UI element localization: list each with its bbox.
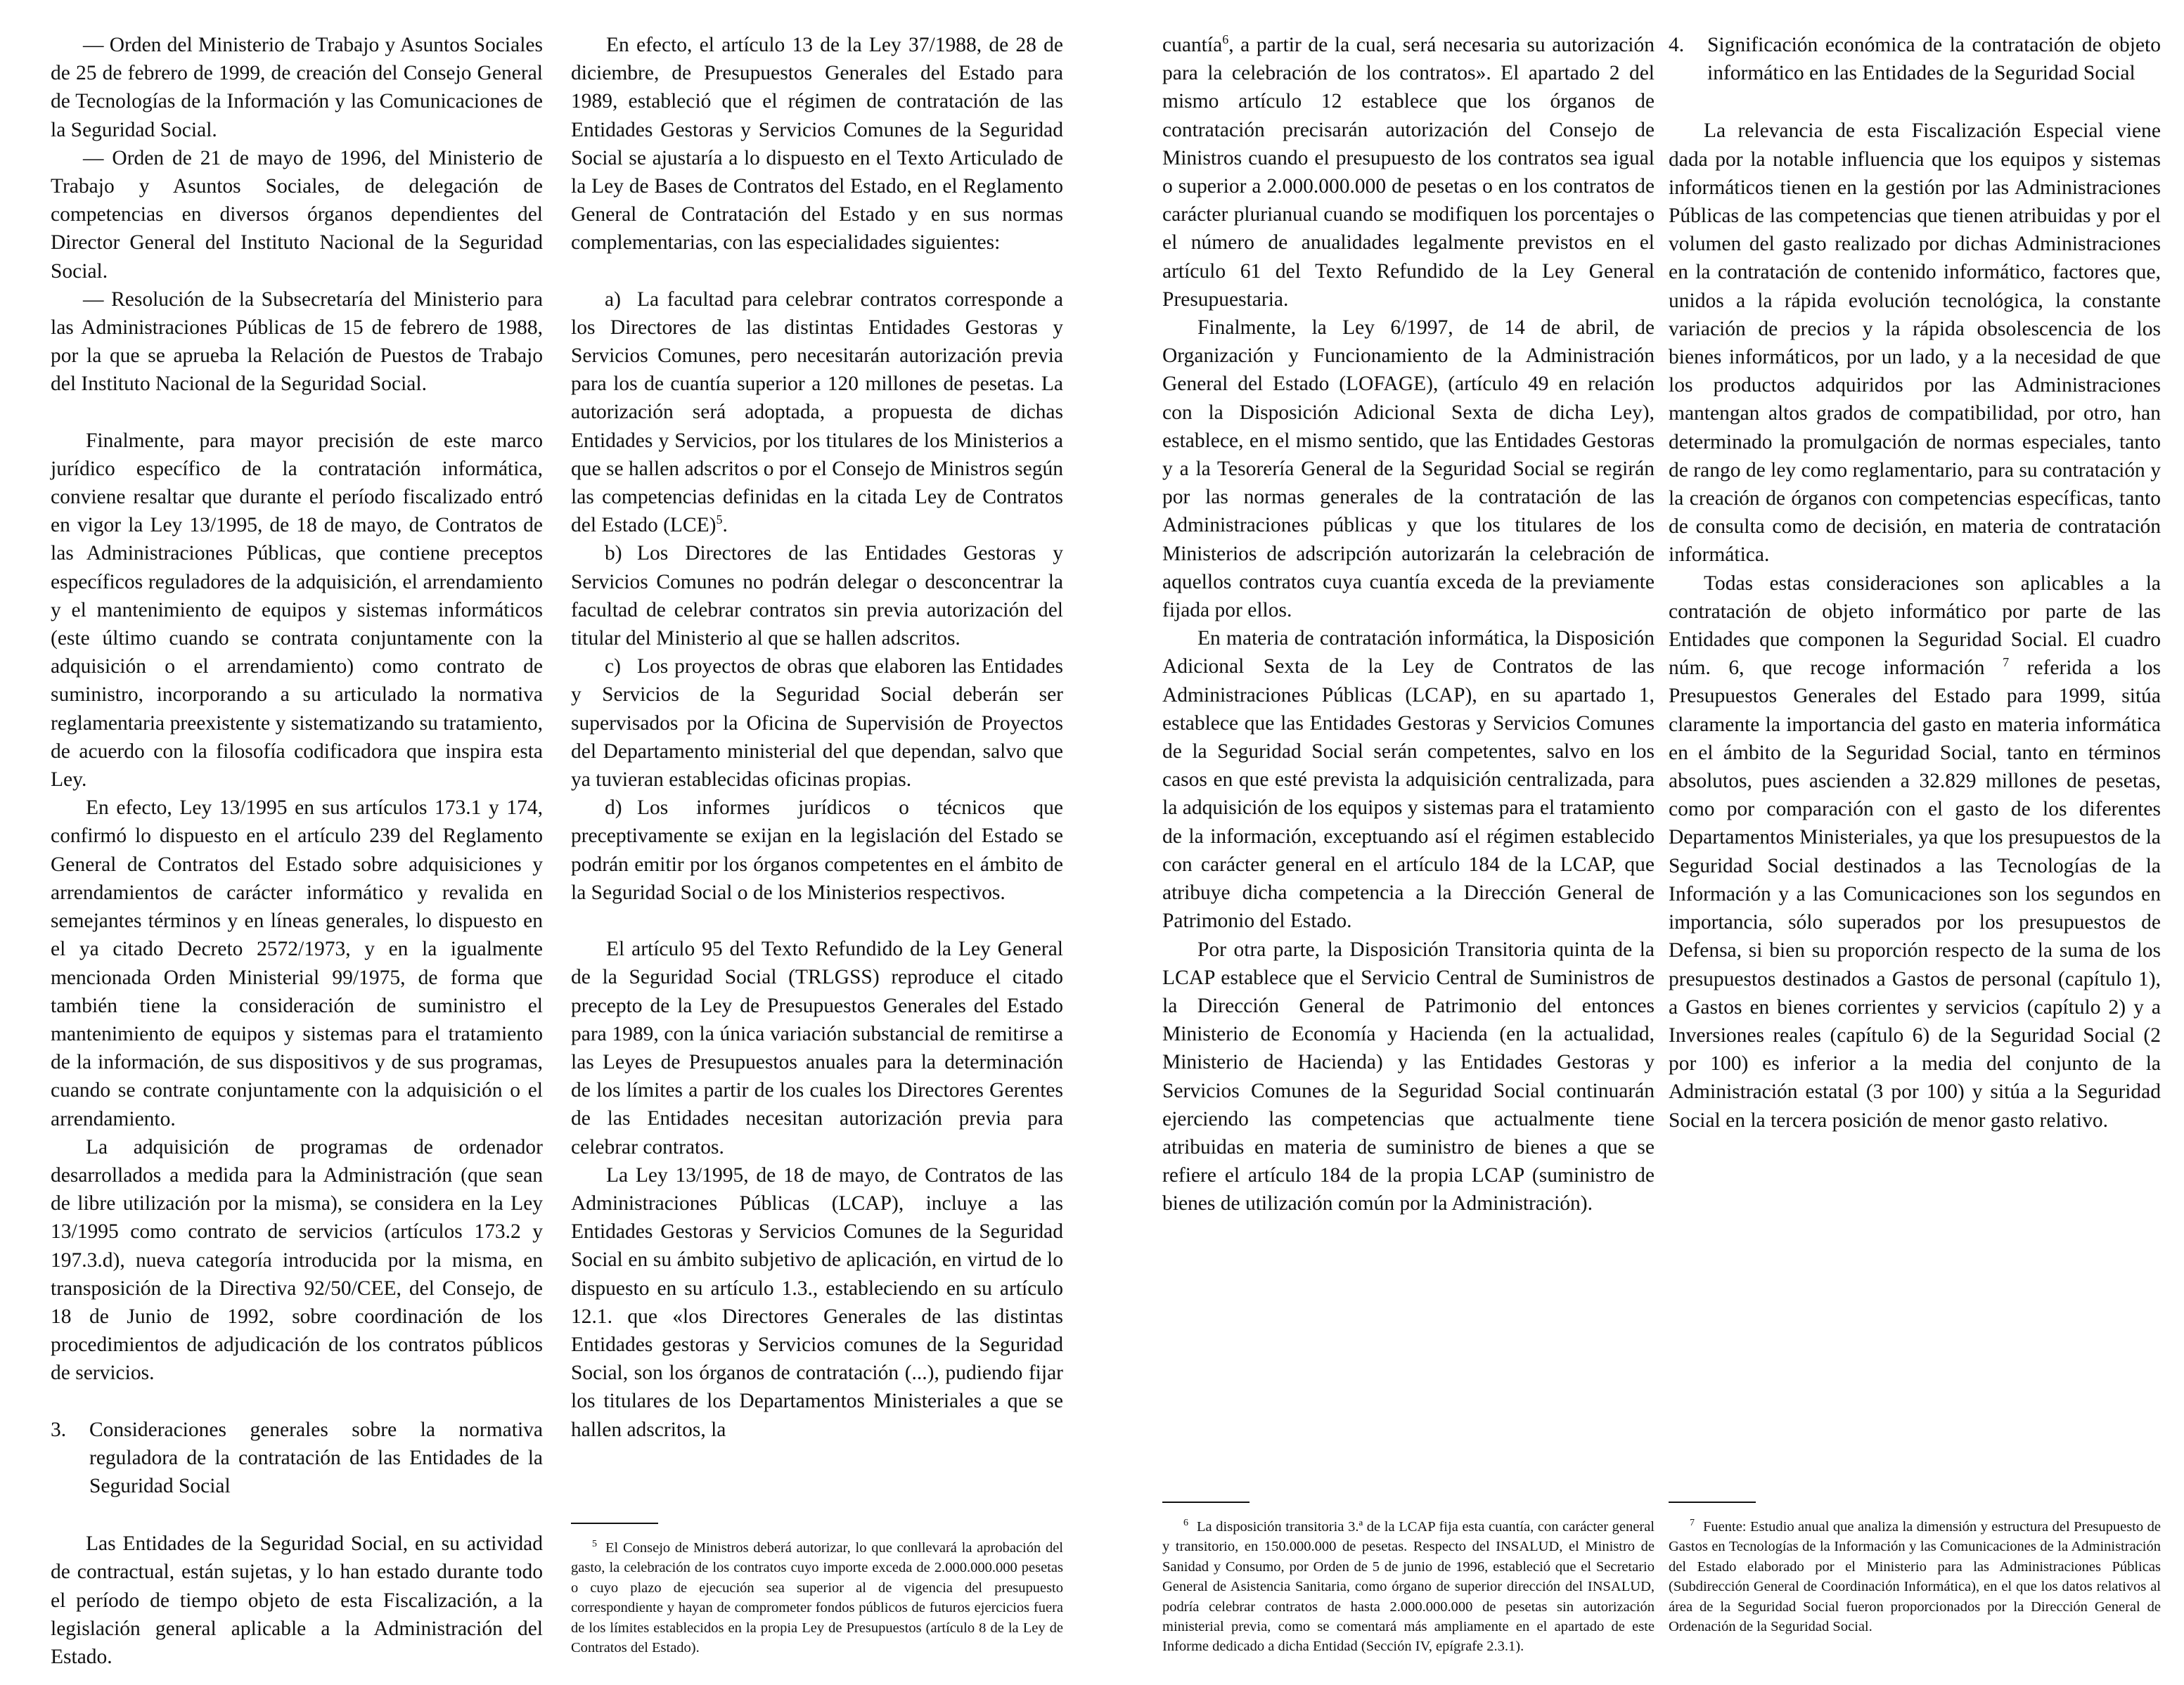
- footnote-6: [1162, 1502, 1655, 1657]
- paragraph: En efecto, el artículo 13 de la Ley 37/1988, de 28 de diciembre, de Presupuestos Generales del Estado para 1989, estableció que el régimen de contratación de las Entidades Gestoras y Servicios Comunes de la Seguridad Social se ajustaría a lo dispuesto en el Texto Articulado de la Ley de Bases de Contratos del Estado, en el Reglamento General de Contratación del Estado y en sus normas complementarias, con las especialidades siguientes:: [571, 34, 1063, 254]
- item-label: a): [605, 288, 621, 311]
- right-page: [1092, 0, 2184, 1685]
- item-text: Los informes jurídicos o técnicos que preceptivamente se exijan en la legislación del Estado se podrán emitir por los órganos competentes en el ámbito de la Seguridad Social o de los Ministerios respectivos.: [571, 796, 1063, 904]
- text-run: referida a los Presupuestos Generales del Estado para 1999, sitúa claramente la importancia del gasto en materia informática en el ámbito de la Seguridad Social, tanto en términos absolutos, pues ascienden a 32.829 millones de pesetas, como por comparación con el gasto de los diferentes Departamentos Ministeriales, ya que los presupuestos de la Seguridad Social destinados a las Tecnologías de la Información y a las Comunicaciones son los segundos en importancia, sólo superados por los presupuestos de Defensa, si bien su proporción respecto de la suma de los presupuestos destinados a Gastos de personal (capítulo 1), a Gastos en bienes corrientes y servicios (capítulo 2) y a Inversiones reales (capítulo 6) de la Seguridad Social (2 por 100) es inferior a la media del conjunto de la Administración estatal (3 por 100) y sitúa a la Seguridad Social en la tercera posición de menor gasto relativo.: [1669, 657, 2161, 1132]
- footnote-rule: [571, 1523, 658, 1524]
- footnote-number: 6: [1183, 1518, 1188, 1529]
- paragraph: Finalmente, la Ley 6/1997, de 14 de abril, de Organización y Funcionamiento de la Administración General del Estado (LOFAGE), (artículo 49 en relación con la Disposición Adicional Sexta de dicha Ley), establece, en el mismo sentido, que las Entidades Gestoras y a la Tesorería General de la Seguridad Social se regirán por las normas generales de la contratación de las Administraciones públicas y que los titulares de los Ministerios de adscripción autorizarán la celebración de aquellos contratos cuya cuantía exceda de la previamente fijada por ellos.: [1162, 316, 1655, 622]
- item-label: d): [605, 796, 622, 820]
- paragraph: La Ley 13/1995, de 18 de mayo, de Contratos de las Administraciones Públicas (LCAP), incluye a las Entidades Gestoras y Servicios Comunes de la Seguridad Social en su ámbito subjetivo de aplicación, en virtud de lo dispuesto en su artículo 1.3., estableciendo en su artículo 12.1. que «los Directores Generales de las distintas Entidades gestoras y Servicios comunes de la Seguridad Social, son los órganos de contratación (...), pudiendo fijar los titulares de los Departamentos Ministeriales a que se hallen adscritos, la: [571, 1163, 1063, 1441]
- section-heading-4: [1669, 31, 2161, 87]
- paragraph: La adquisición de programas de ordenador desarrollados a medida para la Administración (que sean de libre utilización por la misma), se considera en la Ley 13/1995 como contrato de servicios (artículos 173.2 y 197.3.d), nueva categoría introducida por la misma, en transposición de la Directiva 92/50/CEE, del Consejo, de 18 de Junio de 1992, sobre coordinación de los procedimientos de adjudicación de los contratos públicos de servicios.: [51, 1135, 543, 1385]
- footnote-number: 5: [592, 1539, 597, 1550]
- item-label: b): [605, 542, 622, 565]
- list-item-d: [571, 794, 1063, 907]
- item-end: .: [722, 514, 728, 537]
- footnote-rule: [1162, 1502, 1250, 1503]
- section-title: Consideraciones generales sobre la normativa reguladora de la contratación de las Entidades de la Seguridad Social: [89, 1418, 543, 1497]
- list-item-c: [571, 652, 1063, 794]
- footnote-ref: 7: [2003, 655, 2010, 670]
- paragraph: En materia de contratación informática, la Disposición Adicional Sexta de la Ley de Contratos de las Administraciones Públicas (LCAP), en su apartado 1, establece que las Entidades Gestoras y Servicios Comunes de la Seguridad Social serán competentes, salvo en los casos en que esté prevista la adquisición centralizada, para la adquisición de los equipos y sistemas para el tratamiento de la información, exceptuando así el régimen establecido con carácter general en el artículo 184 de la LCAP, que atribuye dicha competencia a la Dirección General de Patrimonio del Estado.: [1162, 627, 1655, 933]
- footnote-body: El Consejo de Ministros deberá autorizar, lo que conllevará la aprobación del gasto, la celebración de los contratos cuyo importe exceda de 2.000.000.000 pesetas o cuyo plazo de ejecución sea superior al de vigencia del presupuesto correspondiente y hayan de comprometer fondos públicos de futuros ejercicios fuera de los límites establecidos en la propia Ley de Presupuestos (artículo 8 de la Ley de Contratos del Estado).: [571, 1540, 1063, 1656]
- column-2: [571, 31, 1063, 1444]
- text-run: , a partir de la cual, será necesaria su autorización para la celebración de los contratos». El apartado 2 del mismo artículo 12 establece que los órganos de contratación precisarán autorización del Consejo de Ministros cuando el presupuesto de los contratos sea igual o superior a 2.000.000.000 de pesetas o en los contratos de carácter plurianual cuando se modifiquen los porcentajes o el número de anualidades legalmente previstos en el artículo 61 del Texto Refundido de la Ley General Presupuestaria.: [1162, 34, 1655, 311]
- footnote-5: [571, 1523, 1063, 1658]
- paragraph: — Orden del Ministerio de Trabajo y Asuntos Sociales de 25 de febrero de 1999, de creación del Consejo General de Tecnologías de la Información y las Comunicaciones de la Seguridad Social.: [51, 34, 543, 141]
- paragraph: La relevancia de esta Fiscalización Especial viene dada por la notable influencia que los equipos y sistemas informáticos tienen en la gestión por las Administraciones Públicas de las competencias que tienen atribuidas y por el volumen del gasto realizado por dichas Administraciones en la contratación de contenido informático, factores que, unidos a la rápida evolución tecnológica, la constante variación de precios y la rápida obsolescencia de los bienes informáticos, por un lado, y a la necesidad de que los productos adquiridos por las Administraciones mantengan altos grados de compatibilidad, por otro, han determinado la promulgación de normas especiales, tanto de rango de ley como reglamentario, para su contratación y la creación de órganos con competencias específicas, tanto de consulta como de decisión, en materia de contratación informática.: [1669, 120, 2161, 567]
- paragraph: [1669, 569, 2161, 1135]
- footnote-7: [1669, 1502, 2161, 1636]
- footnote-ref: 6: [1222, 32, 1229, 47]
- footnote-ref: 5: [716, 512, 723, 527]
- column-3: [1162, 31, 1655, 1218]
- section-title: Significación económica de la contratación de objeto informático en las Entidades de la Seguridad Social: [1707, 34, 2161, 85]
- paragraph: Finalmente, para mayor precisión de este marco jurídico específico de la contratación informática, conviene resaltar que durante el período fiscalizado entró en vigor la Ley 13/1995, de 18 de mayo, de Contratos de las Administraciones Públicas, que contiene preceptos específicos reguladores de la adquisición, el arrendamiento y el mantenimiento de equipos y sistemas informáticos (este último cuando se contrata conjuntamente con la adquisición o el arrendamiento) como contrato de suministro, incorporando a su articulado la normativa reglamentaria preexistente y sistematizando su tratamiento, de acuerdo con la filosofía codificadora que inspira esta Ley.: [51, 429, 543, 792]
- section-heading-3: [51, 1416, 543, 1501]
- item-text: Los Directores de las Entidades Gestoras y Servicios Comunes no podrán delegar o desconcentrar la facultad de celebrar contratos sin previa autorización del titular del Ministerio al que se hallen adscritos.: [571, 542, 1063, 650]
- item-label: c): [605, 655, 621, 678]
- paragraph: [1162, 31, 1655, 314]
- footnote-body: Fuente: Estudio anual que analiza la dimensión y estructura del Presupuesto de Gastos en Tecnologías de la Información y las Comunicaciones de la Administración del Estado elaborado por el Ministerio para las Administraciones Públicas (Subdirección General de Coordinación Informática), en el que los datos relativos al área de la Seguridad Social fueron proporcionados por la Dirección General de Ordenación de la Seguridad Social.: [1669, 1519, 2161, 1635]
- column-4: [1669, 31, 2161, 1135]
- footnote-number: 7: [1690, 1518, 1695, 1529]
- footnote-text: [1162, 1517, 1655, 1657]
- item-text: Los proyectos de obras que elaboren las Entidades y Servicios de la Seguridad Social deberán ser supervisados por la Oficina de Supervisión de Proyectos del Departamento ministerial del que dependan, salvo que ya tuvieran establecidas oficinas propias.: [571, 655, 1063, 792]
- item-text: La facultad para celebrar contratos corresponde a los Directores de las distintas Entidades Gestoras y Servicios Comunes, pero necesitarán autorización previa para los de cuantía superior a 120 millones de pesetas. La autorización será adoptada, a propuesta de dichas Entidades y Servicios, por los titulares de los Ministerios a que se hallen adscritos o por el Consejo de Ministros según las competencias definidas en la citada Ley de Contratos del Estado (LCE): [571, 288, 1063, 537]
- section-number: 3.: [51, 1418, 67, 1441]
- paragraph: Las Entidades de la Seguridad Social, en su actividad de contractual, están sujetas, y lo han estado durante todo el período de tiempo objeto de esta Fiscalización, a la legislación general aplicable a la Administración del Estado.: [51, 1532, 543, 1668]
- paragraph: En efecto, Ley 13/1995 en sus artículos 173.1 y 174, confirmó lo dispuesto en el artículo 239 del Reglamento General de Contratos del Estado sobre adquisiciones y arrendamientos de carácter informático y revalida en semejantes términos y en líneas generales, lo dispuesto en el ya citado Decreto 2572/1973, y en la igualmente mencionada Orden Ministerial 99/1975, de forma que también tiene la consideración de suministro el mantenimiento de equipos y sistemas para el tratamiento de la información, de sus dispositivos y de sus programas, cuando se contrate conjuntamente con la adquisición o el arrendamiento.: [51, 796, 543, 1130]
- text-run: Todas estas consideraciones son aplicables a la contratación de objeto informático por parte de las Entidades que componen la Seguridad Social. El cuadro núm. 6, que recoge información: [1669, 572, 2161, 680]
- footnote-rule: [1669, 1502, 1756, 1503]
- footnote-text: [1669, 1517, 2161, 1636]
- footnote-text: [571, 1538, 1063, 1658]
- list-item-a: [571, 285, 1063, 540]
- paragraph: Por otra parte, la Disposición Transitoria quinta de la LCAP establece que el Servicio Central de Suministros de la Dirección General de Patrimonio del entonces Ministerio de Economía y Hacienda (en la actualidad, Ministerio de Hacienda) y las Entidades Gestoras y Servicios Comunes de la Seguridad Social continuarán ejerciendo las competencias que actualmente tiene atribuidas en materia de suministro de bienes a que se refiere el artículo 184 de la propia LCAP (suministro de bienes de utilización común por la Administración).: [1162, 938, 1655, 1215]
- paragraph: — Resolución de la Subsecretaría del Ministerio para las Administraciones Públicas de 15 de febrero de 1988, por la que se aprueba la Relación de Puestos de Trabajo del Instituto Nacional de la Seguridad Social.: [51, 288, 543, 396]
- paragraph: El artículo 95 del Texto Refundido de la Ley General de la Seguridad Social (TRLGSS) reproduce el citado precepto de la Ley de Presupuestos Generales del Estado para 1989, con la única variación substancial de remitirse a las Leyes de Presupuestos anuales para la determinación de los límites a partir de los cuales los Directores Gerentes de las Entidades necesitan autorización previa para celebrar contratos.: [571, 938, 1063, 1158]
- section-number: 4.: [1669, 34, 1685, 56]
- text-run: cuantía: [1162, 34, 1223, 56]
- paragraph: — Orden de 21 de mayo de 1996, del Ministerio de Trabajo y Asuntos Sociales, de delegación de competencias en diversos órganos dependientes del Director General del Instituto Nacional de la Seguridad Social.: [51, 146, 543, 283]
- column-1: [51, 31, 543, 1671]
- footnote-body: La disposición transitoria 3.ª de la LCAP fija esta cuantía, con carácter general y transitorio, en 150.000.000 de pesetas. Respecto del INSALUD, el Ministro de Sanidad y Consumo, por Orden de 5 de junio de 1996, estableció que el Secretario General de Asistencia Sanitaria, como órgano de superior dirección del INSALUD, podría celebrar contratos de hasta 2.000.000.000 de pesetas sin autorización ministerial previa, como se comentará más ampliamente en el apartado de este Informe dedicado a dicha Entidad (Sección IV, epígrafe 2.3.1).: [1162, 1519, 1655, 1655]
- list-item-b: [571, 539, 1063, 652]
